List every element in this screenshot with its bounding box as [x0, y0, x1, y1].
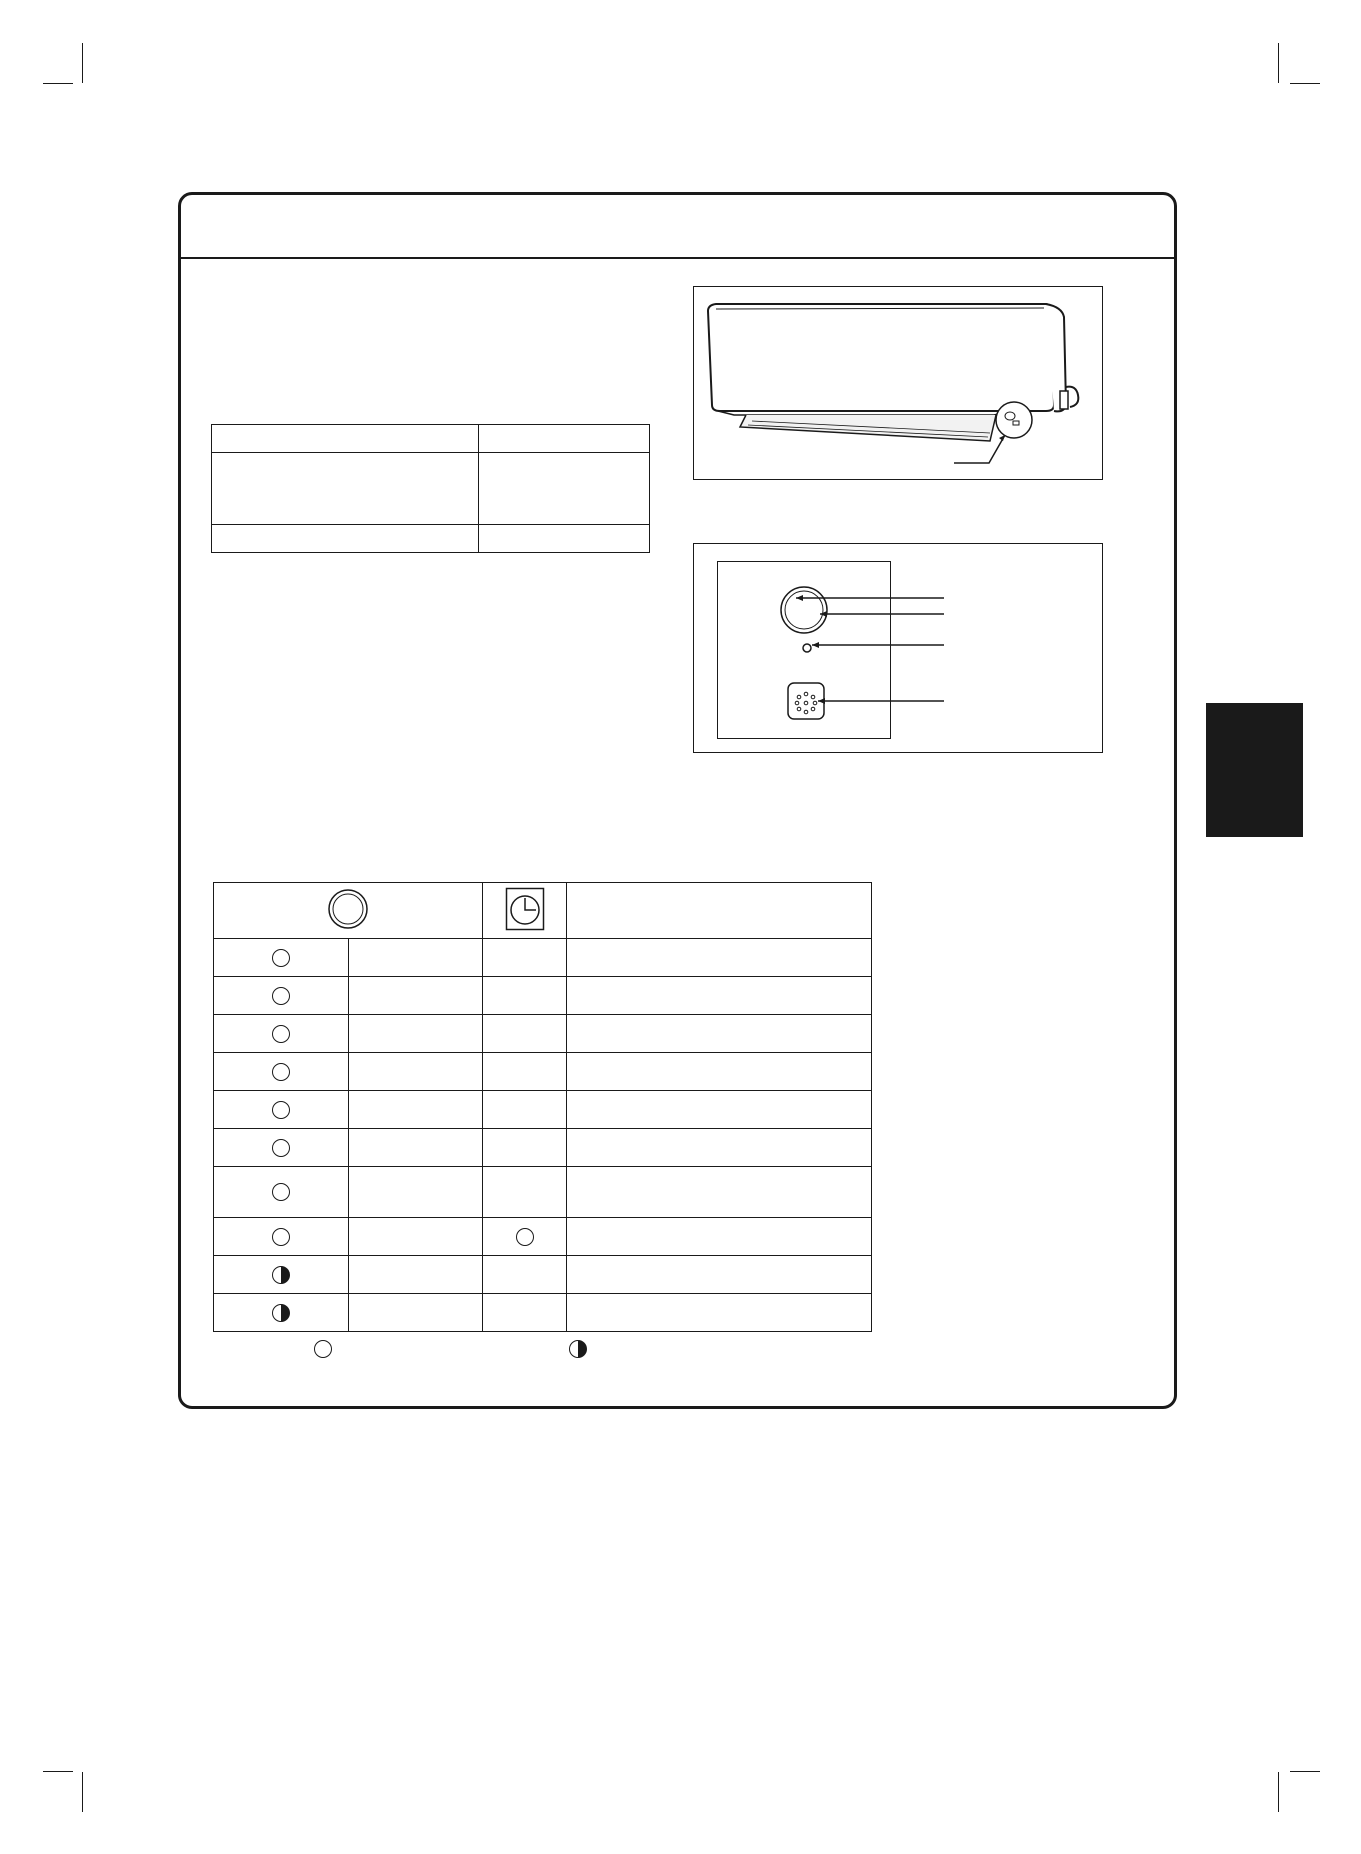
header-timer-cell	[483, 883, 567, 939]
crop-mark-bottom-right-h	[1290, 1771, 1320, 1772]
state-cell	[349, 1129, 483, 1167]
timer-cell	[483, 1256, 567, 1294]
status-table	[213, 882, 872, 1332]
table-row	[214, 1256, 872, 1294]
description-cell	[567, 939, 872, 977]
table-row	[214, 939, 872, 977]
timer-cell	[483, 1167, 567, 1218]
crop-mark-bottom-left-v	[82, 1772, 83, 1812]
table-row	[214, 1015, 872, 1053]
spec-cell	[479, 425, 650, 453]
power-ring-icon	[781, 587, 827, 633]
table-row	[214, 1218, 872, 1256]
crop-mark-bottom-left-h	[43, 1771, 73, 1772]
lamp-cell	[214, 1294, 349, 1332]
lamp-cell	[214, 1256, 349, 1294]
section-tab	[1206, 703, 1303, 837]
table-row	[214, 1167, 872, 1218]
crop-mark-top-right-v	[1278, 43, 1279, 83]
lamp-cell	[214, 1015, 349, 1053]
legend-off-icon	[314, 1340, 332, 1358]
indoor-unit-illustration	[694, 287, 1101, 478]
spec-cell	[212, 525, 479, 553]
crop-mark-top-left-v	[82, 43, 83, 83]
description-cell	[567, 1129, 872, 1167]
timer-cell	[483, 1294, 567, 1332]
indoor-unit-figure	[693, 286, 1103, 480]
state-cell	[349, 1256, 483, 1294]
lamp-off-icon	[272, 1025, 290, 1043]
spec-table	[211, 424, 650, 553]
table-row	[214, 1053, 872, 1091]
header-divider	[181, 257, 1174, 259]
lamp-cell	[214, 1218, 349, 1256]
crop-mark-top-right-h	[1290, 83, 1320, 84]
timer-cell	[483, 1015, 567, 1053]
lamp-blink-icon	[272, 1304, 290, 1322]
timer-cell	[483, 939, 567, 977]
description-cell	[567, 1167, 872, 1218]
spec-cell	[479, 525, 650, 553]
description-cell	[567, 1015, 872, 1053]
lamp-off-icon	[272, 1139, 290, 1157]
lamp-cell	[214, 1129, 349, 1167]
indicator-dot-icon	[803, 644, 811, 652]
state-cell	[349, 977, 483, 1015]
timer-cell	[483, 1053, 567, 1091]
lamp-off-icon	[272, 1101, 290, 1119]
state-cell	[349, 1015, 483, 1053]
lamp-off-icon	[272, 1228, 290, 1246]
lamp-cell	[214, 1091, 349, 1129]
lamp-off-icon	[272, 987, 290, 1005]
state-cell	[349, 1091, 483, 1129]
table-header-row	[214, 883, 872, 939]
spec-cell	[479, 453, 650, 525]
timer-cell	[483, 977, 567, 1015]
lamp-blink-icon	[272, 1266, 290, 1284]
lamp-off-icon	[272, 1183, 290, 1201]
timer-lamp-off-icon	[516, 1228, 534, 1246]
spec-cell	[212, 425, 479, 453]
legend	[314, 1340, 614, 1362]
timer-cell	[483, 1218, 567, 1256]
table-row	[212, 525, 650, 553]
state-cell	[349, 1294, 483, 1332]
lamp-cell	[214, 977, 349, 1015]
display-panel-figure	[693, 543, 1103, 753]
spec-cell	[212, 453, 479, 525]
table-row	[214, 977, 872, 1015]
header-description-cell	[567, 883, 872, 939]
timer-cell	[483, 1129, 567, 1167]
description-cell	[567, 1091, 872, 1129]
power-ring-icon	[327, 888, 369, 930]
lamp-off-icon	[272, 949, 290, 967]
crop-mark-bottom-right-v	[1278, 1772, 1279, 1812]
timer-icon	[505, 887, 545, 931]
display-panel-illustration	[694, 544, 1101, 751]
display-zoom-circle	[996, 402, 1032, 438]
table-row	[214, 1294, 872, 1332]
lamp-cell	[214, 1167, 349, 1218]
state-cell	[349, 1218, 483, 1256]
crop-mark-top-left-h	[43, 83, 73, 84]
timer-cell	[483, 1091, 567, 1129]
description-cell	[567, 1294, 872, 1332]
description-cell	[567, 1053, 872, 1091]
lamp-cell	[214, 1053, 349, 1091]
lamp-off-icon	[272, 1063, 290, 1081]
state-cell	[349, 939, 483, 977]
lamp-cell	[214, 939, 349, 977]
description-cell	[567, 977, 872, 1015]
state-cell	[349, 1167, 483, 1218]
state-cell	[349, 1053, 483, 1091]
table-row	[214, 1129, 872, 1167]
header-power-cell	[214, 883, 483, 939]
table-row	[212, 425, 650, 453]
table-row	[212, 453, 650, 525]
table-row	[214, 1091, 872, 1129]
description-cell	[567, 1218, 872, 1256]
description-cell	[567, 1256, 872, 1294]
legend-blink-icon	[569, 1340, 587, 1358]
